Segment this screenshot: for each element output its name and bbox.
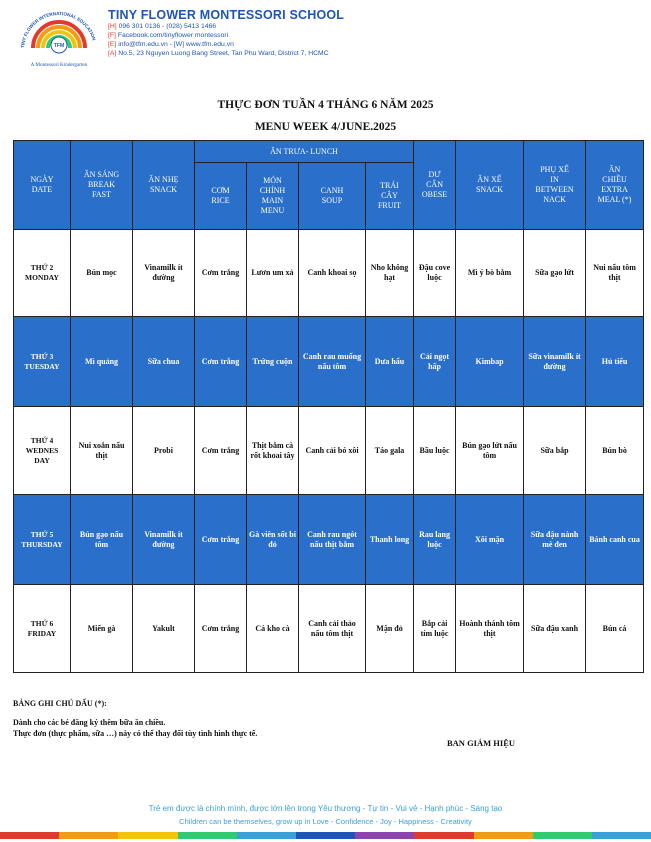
logo-caption: A Montessori Kindergarten xyxy=(30,62,88,68)
menu-title-vi: THỰC ĐƠN TUẦN 4 THÁNG 6 NĂM 2025 xyxy=(217,99,434,111)
col-header-day: NGÀY DATE xyxy=(14,141,71,230)
menu-cell: Canh cải thảo nấu tôm thịt xyxy=(299,585,366,673)
menu-cell: Canh khoai sọ xyxy=(299,230,366,317)
table-row xyxy=(14,495,644,585)
menu-cell: Nui xoắn nấu thịt xyxy=(71,407,133,495)
col-header-breakfast: ĂN SÁNG BREAK FAST xyxy=(71,141,133,230)
menu-cell: Cơm trắng xyxy=(195,230,247,317)
menu-cell: Mì quảng xyxy=(71,317,133,407)
menu-cell: Cơm trắng xyxy=(195,585,247,673)
menu-cell: Vinamilk ít đường xyxy=(133,230,195,317)
menu-cell: Sữa đậu nành mè đen xyxy=(524,495,586,585)
menu-cell: Trứng cuộn xyxy=(247,317,299,407)
menu-cell: Đậu cove luộc xyxy=(414,230,456,317)
col-header-main: MÓN CHÍNH MAIN MENU xyxy=(247,163,299,230)
menu-cell: Sữa đậu xanh xyxy=(524,585,586,673)
menu-cell: Hoành thánh tôm thịt xyxy=(456,585,524,673)
school-info xyxy=(108,8,408,58)
notes-line: Thực đơn (thực phẩm, sữa …) này có thể thay đổi tùy tình hình thực tế. xyxy=(13,729,258,738)
menu-cell: Hủ tiếu xyxy=(586,317,644,407)
menu-cell: Nho không hạt xyxy=(366,230,414,317)
menu-cell: Mận đỏ xyxy=(366,585,414,673)
table-row xyxy=(14,230,644,317)
col-header-lunch: ĂN TRƯA- LUNCH xyxy=(195,141,414,163)
table-row xyxy=(14,317,644,407)
menu-cell: Sữa bắp xyxy=(524,407,586,495)
menu-cell: Canh rau ngót nấu thịt bằm xyxy=(299,495,366,585)
menu-cell: Thanh long xyxy=(366,495,414,585)
menu-cell: Sữa chua xyxy=(133,317,195,407)
col-header-extra-meal: ĂN CHIỀU EXTRA MEAL (*) xyxy=(586,141,644,230)
menu-cell: Cơm trắng xyxy=(195,407,247,495)
day-cell: THỨ 2 MONDAY xyxy=(14,230,71,317)
day-cell: THỨ 4 WEDNES DAY xyxy=(14,407,71,495)
menu-table xyxy=(13,140,644,673)
school-logo xyxy=(14,8,104,70)
col-header-fruit: TRÁI CÂY FRUIT xyxy=(366,163,414,230)
menu-cell: Bánh canh cua xyxy=(586,495,644,585)
table-row xyxy=(14,407,644,495)
menu-cell: Nui nấu tôm thịt xyxy=(586,230,644,317)
menu-cell: Bắp cải tím luộc xyxy=(414,585,456,673)
menu-cell: Kimbap xyxy=(456,317,524,407)
contact-line: [F] Facebook.com/tinyflower montessori xyxy=(108,32,229,39)
day-cell: THỨ 3 TUESDAY xyxy=(14,317,71,407)
logo-ring-text: TINY FLOWER INTERNATIONAL EDUCATION xyxy=(20,10,97,49)
menu-cell: Canh rau muống nấu tôm xyxy=(299,317,366,407)
notes-section xyxy=(13,699,257,739)
menu-cell: Sữa vinamilk ít đường xyxy=(524,317,586,407)
notes-heading: BẢNG GHI CHÚ DẤU (*): xyxy=(13,699,107,708)
menu-cell: Bún cá xyxy=(586,585,644,673)
slogan-vi: Trẻ em được là chính mình, được lớn lên trong Yêu thương - Tự tin - Vui vẻ - Hạnh phúc - Sáng tạo xyxy=(148,804,503,813)
col-header-soup: CANH SOUP xyxy=(299,163,366,230)
col-header-between-snack: PHỤ XẾ IN BETWEEN NACK xyxy=(524,141,586,230)
menu-cell: Bún gạo lứt nấu tôm xyxy=(456,407,524,495)
menu-cell: Bầu luộc xyxy=(414,407,456,495)
day-cell: THỨ 6 FRIDAY xyxy=(14,585,71,673)
menu-cell: Cơm trắng xyxy=(195,495,247,585)
menu-cell: Xôi mặn xyxy=(456,495,524,585)
menu-cell: Sữa gạo lứt xyxy=(524,230,586,317)
menu-cell: Táo gala xyxy=(366,407,414,495)
menu-cell: Rau lang luộc xyxy=(414,495,456,585)
menu-cell: Canh cải bó xôi xyxy=(299,407,366,495)
table-row xyxy=(14,585,644,673)
menu-cell: Gà viên sốt bí đỏ xyxy=(247,495,299,585)
menu-cell: Bún bò xyxy=(586,407,644,495)
menu-cell: Dưa hấu xyxy=(366,317,414,407)
slogan-en: Children can be themselves, grow up in Love - Confidence - Joy - Happiness - Creativity xyxy=(179,817,472,826)
school-name: TINY FLOWER MONTESSORI SCHOOL xyxy=(108,8,345,22)
logo-badge-text: TFM xyxy=(53,43,65,49)
menu-cell: Probi xyxy=(133,407,195,495)
menu-cell: Cá kho cà xyxy=(247,585,299,673)
menu-cell: Mì ý bò bằm xyxy=(456,230,524,317)
contact-line: [E] info@tfm.edu.vn - [W] www.tfm.edu.vn xyxy=(108,41,234,48)
contact-line: [A] No.5, 23 Nguyen Luong Bang Street, Tan Phu Ward, District 7, HCMC xyxy=(108,50,329,57)
menu-cell: Cơm trắng xyxy=(195,317,247,407)
footer-color-bar xyxy=(0,832,651,839)
col-header-rice: CƠM RICE xyxy=(195,163,247,230)
signature-label: BAN GIÁM HIỆU xyxy=(447,738,516,748)
menu-cell: Bún mọc xyxy=(71,230,133,317)
menu-cell: Thịt bằm cà rốt khoai tây xyxy=(247,407,299,495)
menu-title-en: MENU WEEK 4/JUNE.2025 xyxy=(254,121,397,133)
col-header-obese: DƯ CÂN OBESE xyxy=(414,141,456,230)
menu-cell: Cải ngọt hấp xyxy=(414,317,456,407)
col-header-afternoon-snack: ĂN XẾ SNACK xyxy=(456,141,524,230)
menu-cell: Lươn um xả xyxy=(247,230,299,317)
menu-cell: Yakult xyxy=(133,585,195,673)
day-cell: THỨ 5 THURSDAY xyxy=(14,495,71,585)
notes-line: Dành cho các bé đăng ký thêm bữa ăn chiều. xyxy=(13,718,166,727)
menu-cell: Bún gạo nấu tôm xyxy=(71,495,133,585)
contact-line: [H] 096 301 0136 - (028) 5413 1466 xyxy=(108,23,217,30)
col-header-snack: ĂN NHẸ SNACK xyxy=(133,141,195,230)
menu-cell: Miến gà xyxy=(71,585,133,673)
menu-cell: Vinamilk ít đường xyxy=(133,495,195,585)
